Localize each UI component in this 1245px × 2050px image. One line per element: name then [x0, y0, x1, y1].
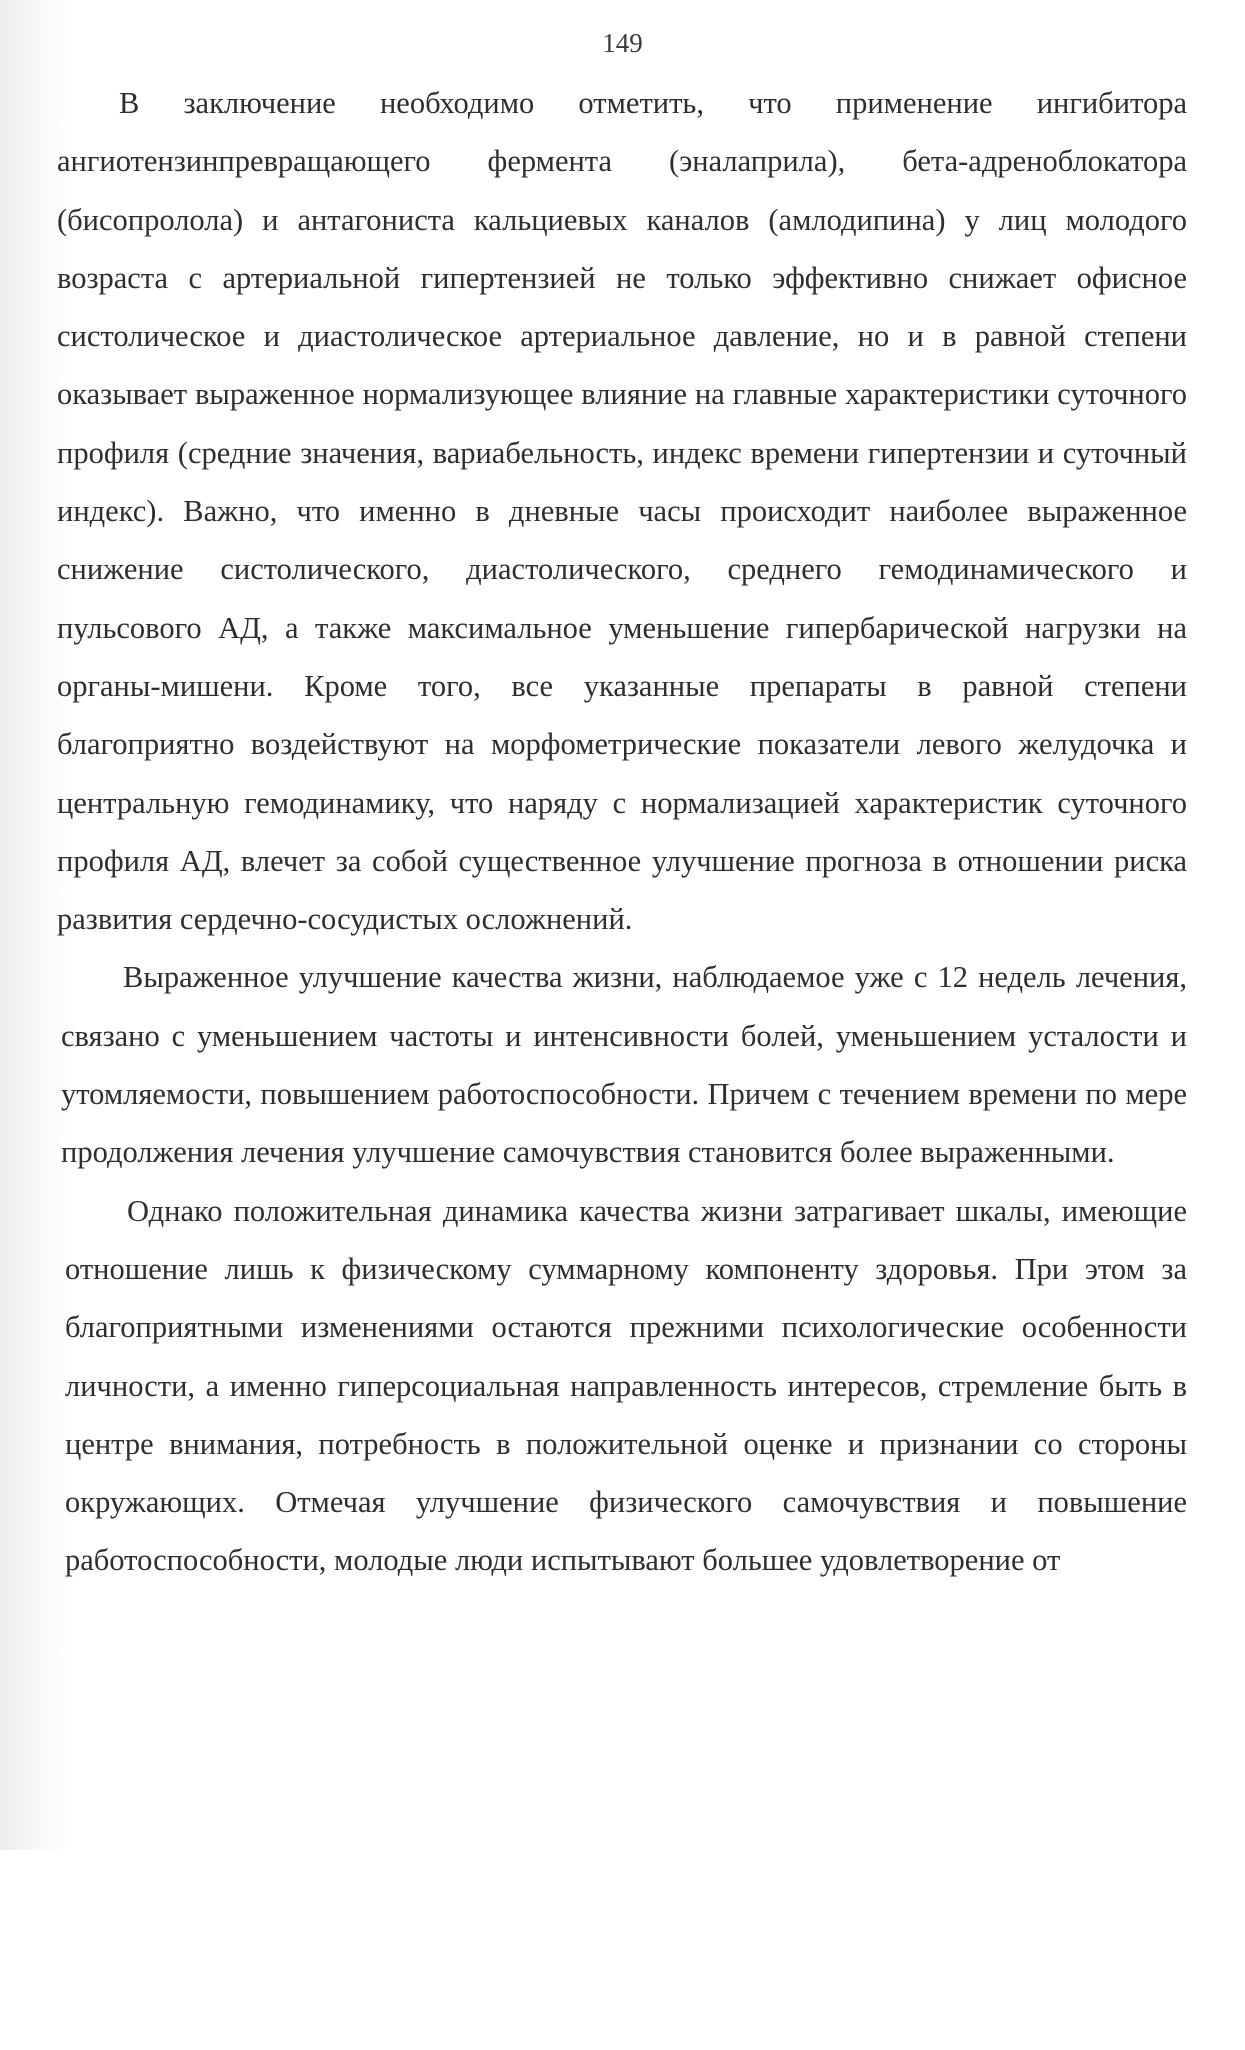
body-text: [57, 74, 1187, 1590]
page-number: 149: [602, 28, 643, 58]
paragraph-conclusion: В заключение необходимо отметить, что применение ингибитора ангиотензинпревращающего фермента (эналаприла), бета-адреноблокатора (бисопролола) и антагониста кальциевых каналов (амлодипина) у лиц молодого возраста с артериальной гипертензией не только эффективно снижает офисное систолическое и диастолическое артериальное давление, но и в равной степени оказывает выраженное нормализующее влияние на главные характеристики суточного профиля (средние значения, вариабельность, индекс времени гипертензии и суточный индекс). Важно, что именно в дневные часы происходит наиболее выраженное снижение систолического, диастолического, среднего гемодинамического и пульсового АД, а также максимальное уменьшение гипербарической нагрузки на органы-мишени. Кроме того, все указанные препараты в равной степени благоприятно воздействуют на морфометрические показатели левого желудочка и центральную гемодинамику, что наряду с нормализацией характеристик суточного профиля АД, влечет за собой существенное улучшение прогноза в отношении риска развития сердечно-сосудистых осложнений.: [57, 86, 1187, 937]
paragraph-quality-of-life: Выраженное улучшение качества жизни, наблюдаемое уже с 12 недель лечения, связано с уменьшением частоты и интенсивности болей, уменьшением усталости и утомляемости, повышением работоспособности. Причем с течением времени по мере продолжения лечения улучшение самочувствия становится более выраженными.: [61, 960, 1187, 1170]
paragraph-psychological-features: Однако положительная динамика качества жизни затрагивает шкалы, имеющие отношение лишь к физическому суммарному компоненту здоровья. При этом за благоприятными изменениями остаются прежними психологические особенности личности, а именно гиперсоциальная направленность интересов, стремление быть в центре внимания, потребность в положительной оценке и признании со стороны окружающих. Отмечая улучшение физического самочувствия и повышение работоспособности, молодые люди испытывают большее удовлетворение от: [65, 1193, 1187, 1578]
